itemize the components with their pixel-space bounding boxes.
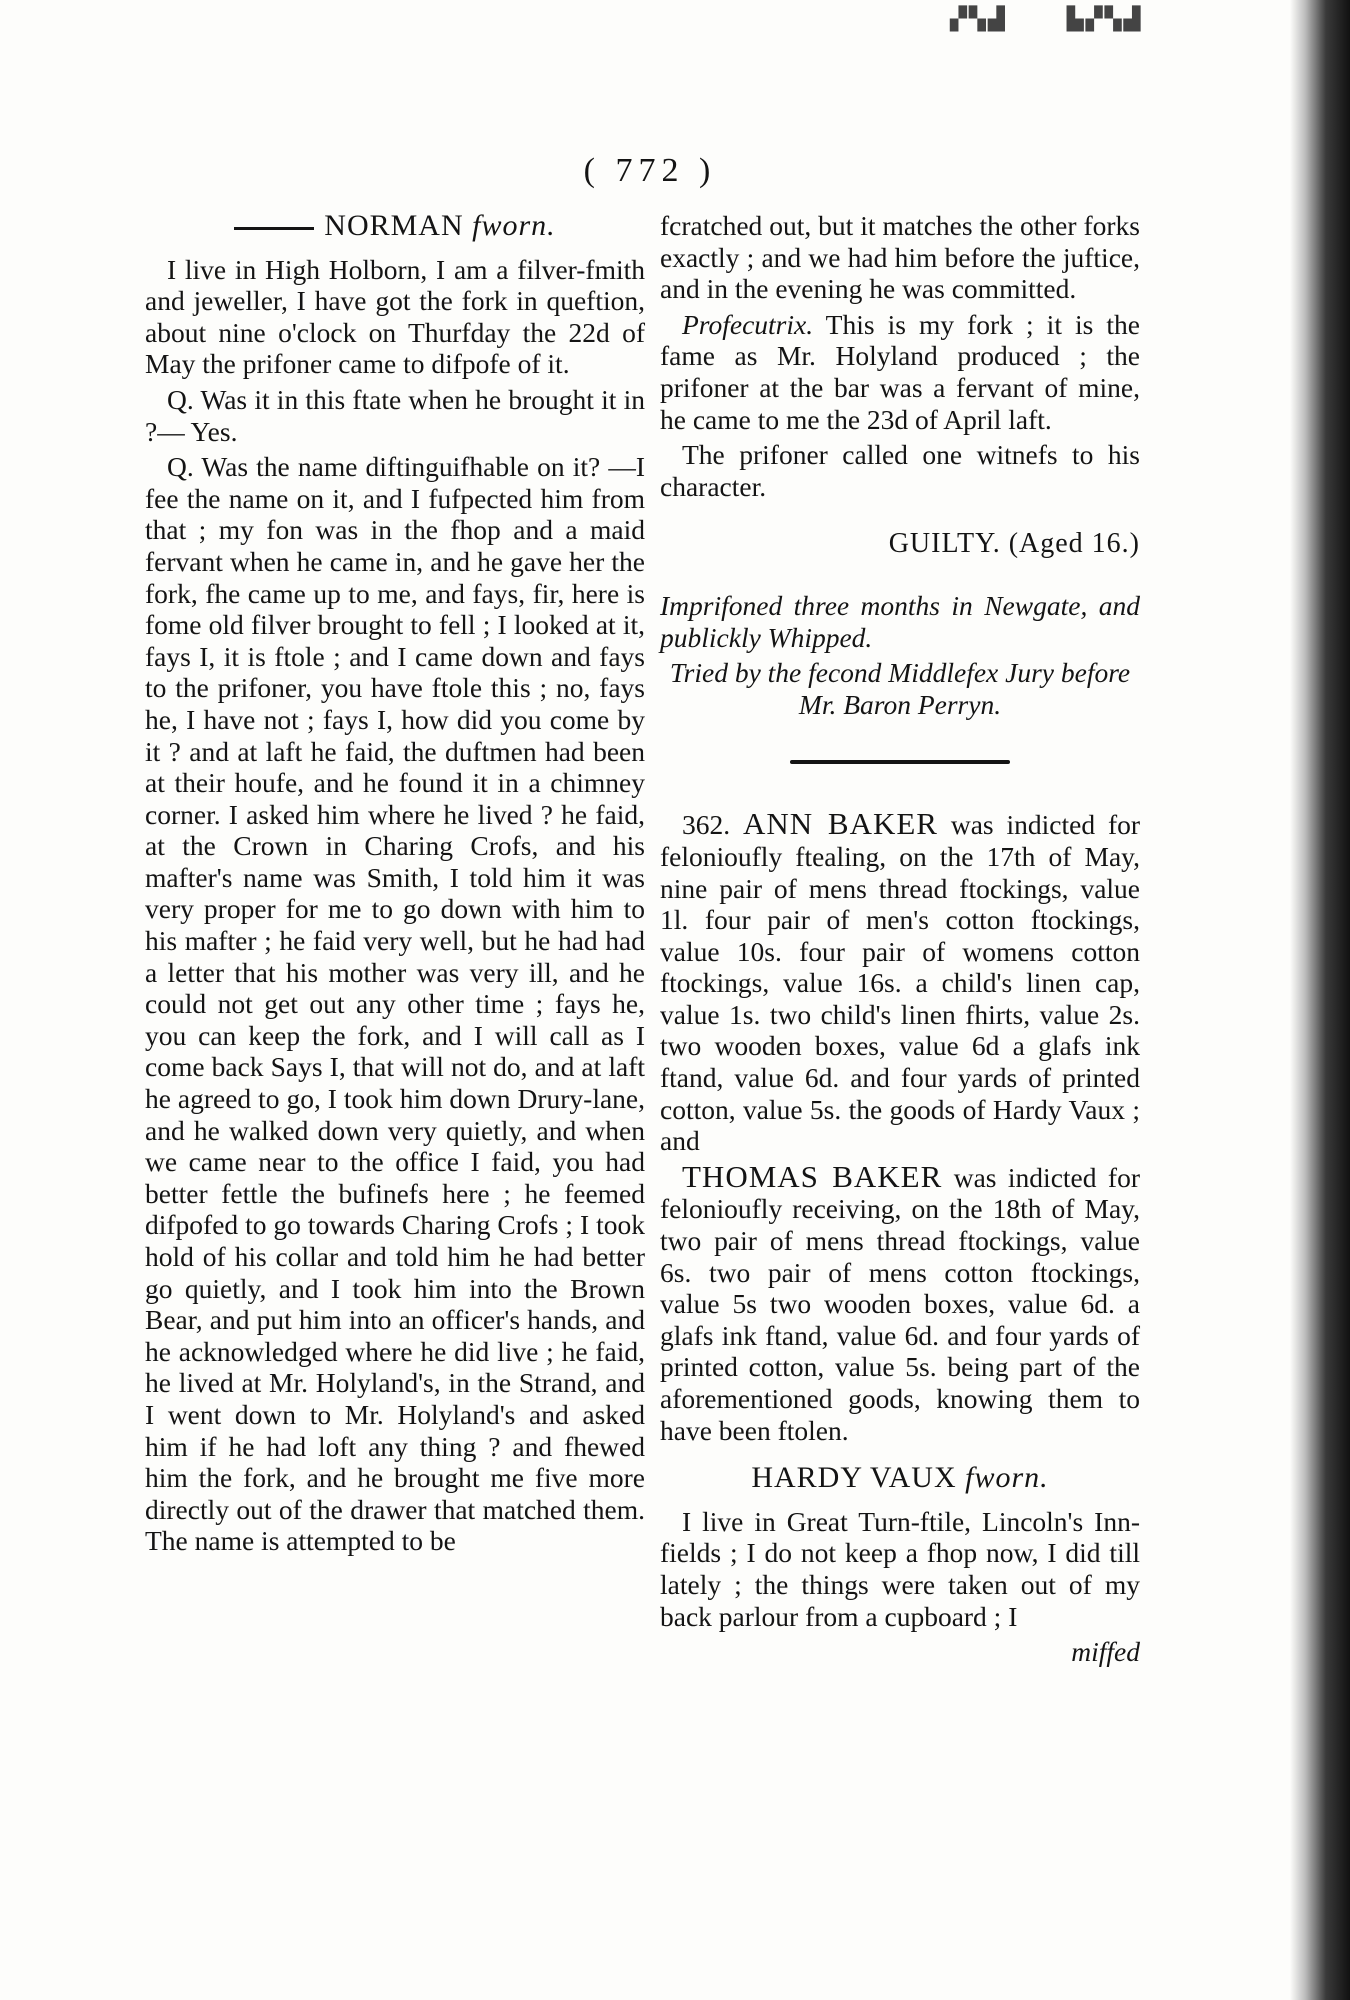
scan-marks: ▞▚▟ ▙▞▚▟ — [950, 6, 1143, 31]
witness-heading-norman — [145, 210, 645, 242]
prosecutrix-label: Profecutrix. — [682, 308, 814, 340]
heading-dash — [234, 227, 314, 230]
continuation-paragraph: fcratched out, but it matches the other forks exactly ; and we had him before the juftice, and in the evening he was committed. — [660, 210, 1140, 305]
catchword: miffed — [1071, 1636, 1140, 1668]
verdict: GUILTY. (Aged 16.) — [888, 528, 1140, 560]
sworn-label: fworn. — [472, 209, 556, 242]
right-column — [660, 210, 1140, 1668]
testimony-paragraph: I live in Great Turn-ftile, Lincoln's Inn-fields ; I do not keep a fhop now, I did till lately ; the things were taken out of my back parlour from a cupboard ; I — [660, 1505, 1140, 1632]
witness-heading-hardy-vaux — [660, 1462, 1140, 1494]
trial-info — [660, 657, 1140, 720]
left-column — [145, 210, 645, 1561]
indictment-text: was indicted for felonioufly receiving, on the 18th of May, two pair of mens thread ftockings, value 6s. two pair of mens cotton ftockings, value 5s two wooden boxes, value 6d. a glafs ink ftand, value 6d. and four yards of printed cotton, value 5s. being part of the aforementioned goods, knowing them to have been ftolen. — [660, 1161, 1141, 1446]
indictment-thomas-baker — [660, 1158, 1141, 1446]
prosecutrix-paragraph — [660, 309, 1140, 435]
indictment-text: was indicted for felonioufly ftealing, on the 17th of May, nine pair of mens thread ftockings, value 1l. four pair of men's cotton ftockings, value 10s. four pair of womens cotton ftockings, value 16s. a child's linen cap, value 1s. two child's linen fhirts, value 2s. two wooden boxes, value 6d a glafs ink ftand, value 6d. and four yards of printed cotton, value 5s. the goods of Hardy Vaux ; and — [660, 809, 1141, 1157]
question-paragraph: Q. Was the name diftinguifhable on it? —I fee the name on it, and I fufpected him from that ; my fon was in the fhop and a maid fervant when he came in, and he gave her the fork, fhe came up to me, and fays, fir, here is fome old filver brought to fell ; I looked at it, fays I, it is ftole ; and I came down and fays to the prifoner, you have ftole this ; no, fays he, I have not ; fays I, how did you come by it ? and at laft he faid, the duftmen had been at their houfe, and he found it in a chimney corner. I asked him where he lived ? he faid, at the Crown in Charing Crofs, and his mafter's name was Smith, I told him it was very proper for me to go down with him to his mafter ; he faid very well, but he had had a letter that his mother was very ill, and he could not get out any other time ; fays he, you can keep the fork, and I will call as I come back Says I, that will not do, and at laft he agreed to go, I took him down Drury-lane, and he walked down very quietly, and when we came near to the office I faid, you had better fettle the bufinefs here ; he feemed difpofed to go towards Charing Crofs ; I took hold of his collar and told him he had better go quietly, and I took him into the Brown Bear, and put him into an officer's hands, and he acknowledged where he did live ; he faid, he lived at Mr. Holyland's, in the Strand, and I went down to Mr. Holyland's and asked him if he had loft any thing ? and fhewed him the fork, and he brought me five more directly out of the drawer that matched them. The name is attempted to be — [145, 451, 645, 1557]
section-divider — [790, 760, 1010, 764]
witness-note: The prifoner called one witnefs to his character. — [660, 439, 1140, 502]
case-number: 362. — [682, 809, 731, 841]
page-edge-shadow — [1290, 0, 1350, 2000]
prosecutrix-text: This is my fork ; it is the fame as Mr. Holyland produced ; the prifoner at the bar was a fervant of mine, he came to me the 23d of April laft. — [660, 308, 1140, 435]
defendant-thomas-baker: THOMAS BAKER — [682, 1158, 943, 1194]
trial-line-1: Tried by the fecond Middlefex Jury before — [669, 657, 1131, 689]
question-paragraph: Q. Was it in this ftate when he brought it in ?— Yes. — [145, 383, 645, 447]
witness-name: NORMAN — [324, 209, 464, 242]
sworn-label: fworn. — [965, 1461, 1049, 1495]
sentence: Imprifoned three months in Newgate, and publickly Whipped. — [660, 589, 1140, 653]
testimony-paragraph: I live in High Holborn, I am a filver-fmith and jeweller, I have got the fork in queftion, about nine o'clock on Thurfday the 22d of May the prifoner came to difpofe of it. — [145, 253, 645, 380]
page-number: ( 772 ) — [583, 152, 717, 189]
witness-name: HARDY VAUX — [751, 1461, 957, 1495]
defendant-ann-baker: ANN BAKER — [743, 806, 938, 842]
trial-line-2: Mr. Baron Perryn. — [798, 688, 1002, 720]
indictment-ann-baker — [660, 808, 1140, 1157]
